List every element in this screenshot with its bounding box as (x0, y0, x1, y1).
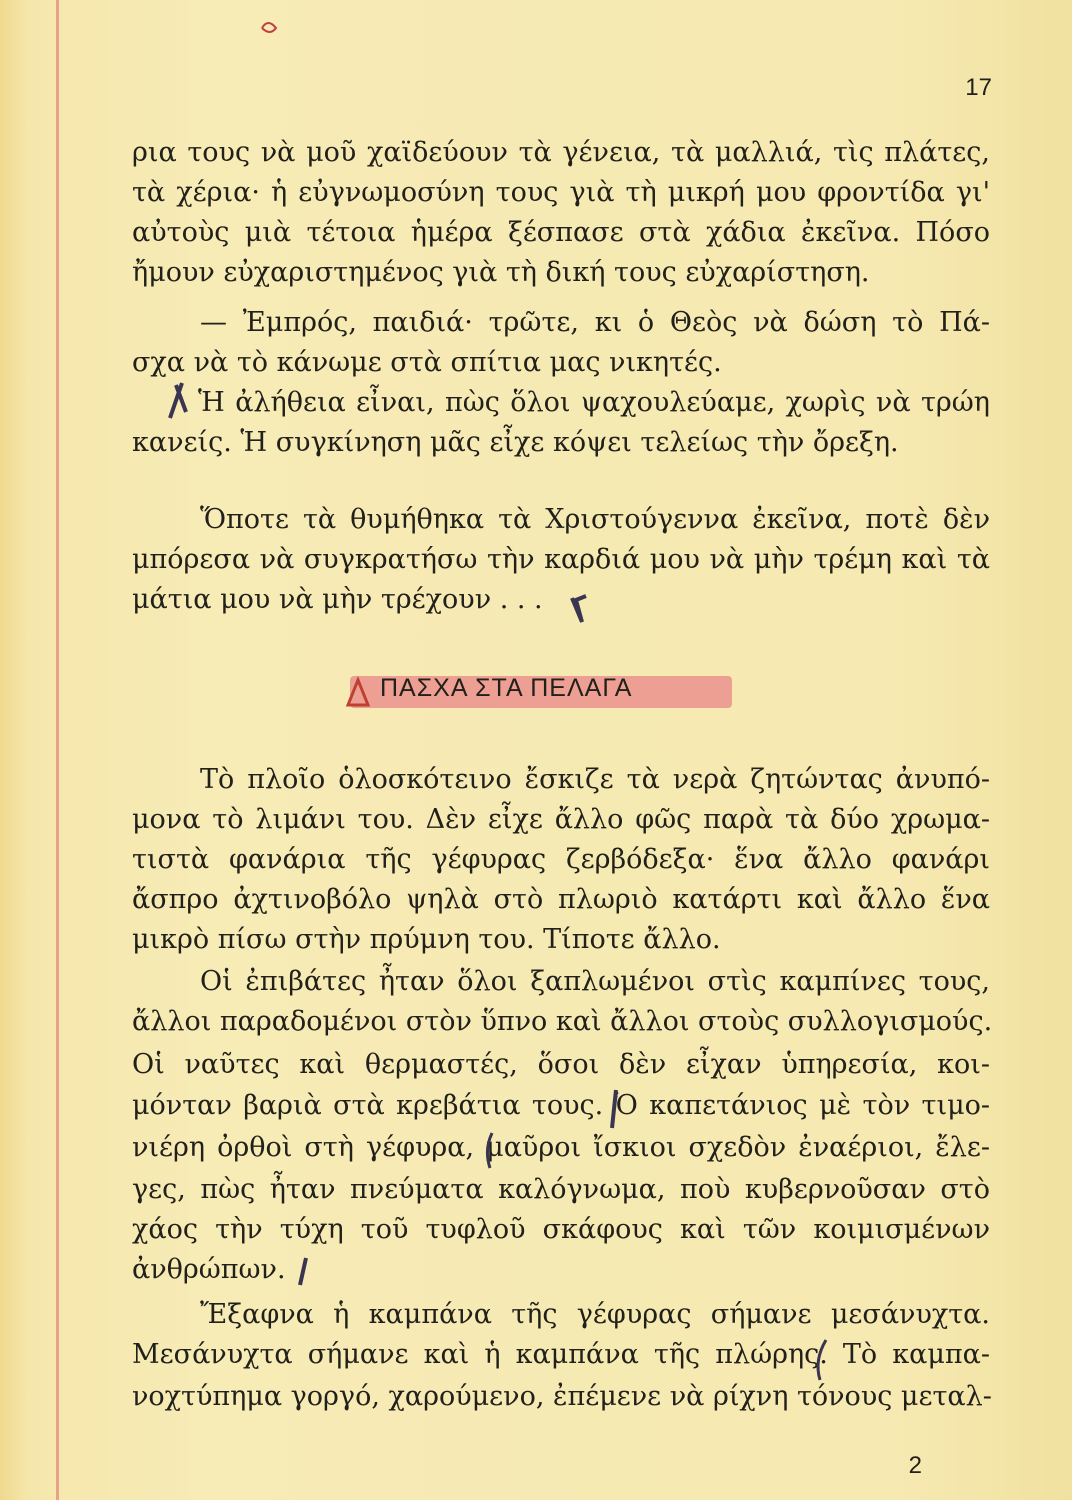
text-line: ἤμουν εὐχαριστημένος γιὰ τὴ δική τους εὐχαρίστηση. (132, 257, 870, 288)
text-line: — Ἐμπρός, παιδιά· τρῶτε, κι ὁ Θεὸς νὰ δώση τὸ Πά- (200, 307, 990, 338)
text-line: μονα τὸ λιμάνι του. Δὲν εἶχε ἄλλο φῶς παρὰ τὰ δύο χρωμα- (132, 804, 990, 835)
text-line: μικρὸ πίσω στὴν πρύμνη του. Τίποτε ἄλλο. (132, 924, 721, 955)
bracket-mark (818, 1340, 826, 1380)
text-line: Οἱ ἐπιβάτες ἦταν ὅλοι ξαπλωμένοι στὶς καμπίνες τους, (200, 966, 990, 997)
text-line: ρια τους νὰ μοῦ χαϊδεύουν τὰ γένεια, τὰ μαλλιά, τὶς πλάτες, (132, 137, 990, 168)
text-line: Μεσάνυχτα σήμανε καὶ ἡ καμπάνα τῆς πλώρης. Τὸ καμπα- (132, 1339, 990, 1370)
delta-mark (348, 680, 368, 705)
section-title: ΠΑΣΧΑ ΣΤΑ ΠΕΛΑΓΑ (380, 674, 633, 702)
text-line: νοχτύπημα γοργό, χαρούμενο, ἐπέμενε νὰ ρίχνη τόνους μεταλ- (132, 1381, 992, 1412)
text-line: χάος τὴν τύχη τοῦ τυφλοῦ σκάφους καὶ τῶν κοιμισμένων (132, 1214, 990, 1245)
text-line: σχα νὰ τὸ κάνωμε στὰ σπίτια μας νικητές. (132, 347, 722, 378)
text-line: Οἱ ναῦτες καὶ θερμαστές, ὅσοι δὲν εἶχαν ὑπηρεσία, κοι- (132, 1049, 990, 1080)
text-line: μόνταν βαριὰ στὰ κρεβάτια τους. Ὁ καπετάνιος μὲ τὸν τιμο- (132, 1090, 990, 1121)
text-line: τὰ χέρια· ἡ εὐγνωμοσύνη τους γιὰ τὴ μικρή μου φροντίδα γι' (132, 177, 990, 208)
text-line: μπόρεσα νὰ συγκρατήσω τὴν καρδιά μου νὰ μὴν τρέμη καὶ τὰ (132, 544, 990, 575)
text-line: αὐτοὺς μιὰ τέτοια ἡμέρα ξέσπασε στὰ χάδια ἐκεῖνα. Πόσο (132, 217, 990, 248)
text-line: Ἡ ἀλήθεια εἶναι, πὼς ὅλοι ψαχουλεύαμε, χωρὶς νὰ τρώη (198, 387, 990, 418)
text-line: Ὅποτε τὰ θυμήθηκα τὰ Χριστούγεννα ἐκεῖνα, ποτὲ δὲν (200, 504, 990, 535)
bracket-mark (300, 1258, 306, 1285)
end-mark (572, 596, 586, 622)
text-line: Ἔξαφνα ἡ καμπάνα τῆς γέφυρας σήμανε μεσάνυχτα. (200, 1299, 990, 1330)
bracket-mark (612, 1090, 616, 1128)
bracket-mark (487, 1133, 492, 1168)
text-line: νιέρη ὀρθοὶ στὴ γέφυρα, μαῦροι ἴσκιοι σχεδὸν ἐναέριοι, ἔλε- (132, 1132, 990, 1163)
text-line: Τὸ πλοῖο ὁλοσκότεινο ἔσκιζε τὰ νερὰ ζητώντας ἀνυπό- (200, 764, 990, 795)
text-line: τιστὰ φανάρια τῆς γέφυρας ζερβόδεξα· ἕνα ἄλλο φανάρι (132, 844, 990, 875)
text-line: μάτια μου νὰ μὴν τρέχουν . . . (132, 584, 543, 615)
signature-number: 2 (908, 1452, 922, 1479)
paragraph-mark (170, 383, 186, 418)
text-line: γες, πὼς ἦταν πνεύματα καλόγνωμα, ποὺ κυβερνοῦσαν στὸ (132, 1174, 990, 1205)
text-line: κανείς. Ἡ συγκίνηση μᾶς εἶχε κόψει τελείως τὴν ὄρεξη. (132, 427, 899, 458)
text-line: ἄσπρο ἀχτινοβόλο ψηλὰ στὸ πλωριὸ κατάρτι καὶ ἄλλο ἕνα (132, 884, 990, 915)
text-line: ἀνθρώπων. (132, 1254, 286, 1285)
stamp-mark (262, 23, 276, 32)
page-number: 17 (965, 74, 992, 101)
text-line: ἄλλοι παραδομένοι στὸν ὕπνο καὶ ἄλλοι στοὺς συλλογισμούς. (132, 1006, 993, 1037)
